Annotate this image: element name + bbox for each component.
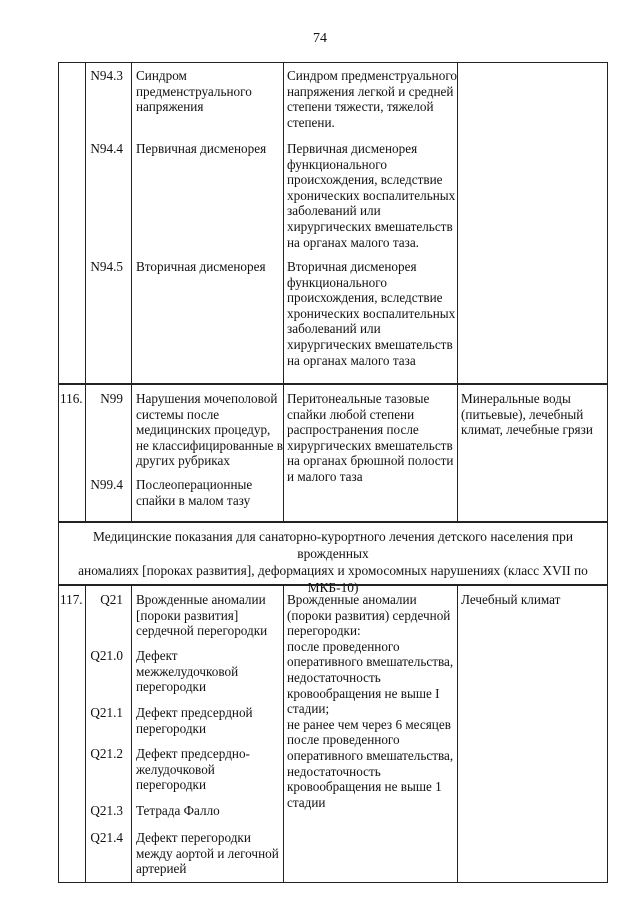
- medical-indications: Перитонеальные тазовые спайки любой степени распространения после хирургических вмешательств на органах брюшной полости и малого таза: [287, 391, 454, 484]
- icd-code: Q21.2: [90, 746, 123, 761]
- column-divider: [85, 585, 86, 883]
- resort-factors: Лечебный климат: [461, 592, 561, 607]
- icd-code: Q21.0: [90, 648, 123, 663]
- disease-name: Вторичная дисменорея: [136, 259, 266, 274]
- medical-indications: Врожденные аномалии (пороки развития) сердечной перегородки: после проведенного оперативного вмешательства, недостаточность кровообращения не выше I стадии; не ранее чем через 6 месяцев после проведенного оперативного вмешательства, недостаточность кровообращения не выше 1 стадии: [287, 592, 454, 810]
- disease-name: Дефект перегородки между аортой и легочной артерией: [136, 830, 279, 877]
- disease-name: Нарушения мочеполовой системы после медицинских процедур, не классифицированные в других рубриках: [136, 391, 283, 469]
- section-banner: Медицинские показания для санаторно-курортного лечения детского населения при врожденных аномалиях [пороках развития], деформациях и хромосомных нарушениях (класс XVII по МКБ-10): [78, 529, 588, 595]
- row-number: 117.: [60, 592, 83, 607]
- icd-code: N94.4: [90, 141, 123, 156]
- column-divider: [85, 62, 86, 384]
- icd-code: Q21.3: [90, 803, 123, 818]
- column-divider: [457, 585, 458, 883]
- column-divider: [283, 585, 284, 883]
- medical-indications: Вторичная дисменорея функционального происхождения, вследствие хронических воспалительных заболеваний или хирургических вмешательств на органах малого таза: [287, 259, 456, 368]
- medical-indications: Синдром предменструального напряжения легкой и средней степени тяжести, тяжелой степени.: [287, 68, 458, 130]
- disease-name: Дефект предсердно- желудочковой перегородки: [136, 746, 250, 793]
- disease-name: Дефект межжелудочковой перегородки: [136, 648, 239, 695]
- column-divider: [283, 384, 284, 522]
- icd-code: N99: [100, 391, 123, 406]
- icd-code: N99.4: [90, 477, 123, 492]
- column-divider: [131, 62, 132, 384]
- disease-name: Тетрада Фалло: [136, 803, 220, 818]
- icd-code: Q21: [100, 592, 123, 607]
- disease-name: Дефект предсердной перегородки: [136, 705, 253, 736]
- column-divider: [457, 62, 458, 384]
- column-divider: [85, 384, 86, 522]
- disease-name: Синдром предменструального напряжения: [136, 68, 252, 115]
- icd-code: N94.5: [90, 259, 123, 274]
- disease-name: Послеоперационные спайки в малом тазу: [136, 477, 253, 508]
- icd-code: Q21.1: [90, 705, 123, 720]
- column-divider: [457, 384, 458, 522]
- column-divider: [131, 384, 132, 522]
- resort-factors: Минеральные воды (питьевые), лечебный климат, лечебные грязи: [461, 391, 593, 438]
- column-divider: [131, 585, 132, 883]
- disease-name: Врожденные аномалии [пороки развития] сердечной перегородки: [136, 592, 268, 639]
- page-number: 74: [313, 31, 327, 46]
- medical-indications: Первичная дисменорея функционального происхождения, вследствие хронических воспалительных заболеваний или хирургических вмешательств на органах малого таза.: [287, 141, 456, 250]
- icd-code: N94.3: [90, 68, 123, 83]
- row-number: 116.: [60, 391, 83, 406]
- icd-code: Q21.4: [90, 830, 123, 845]
- disease-name: Первичная дисменорея: [136, 141, 267, 156]
- column-divider: [283, 62, 284, 384]
